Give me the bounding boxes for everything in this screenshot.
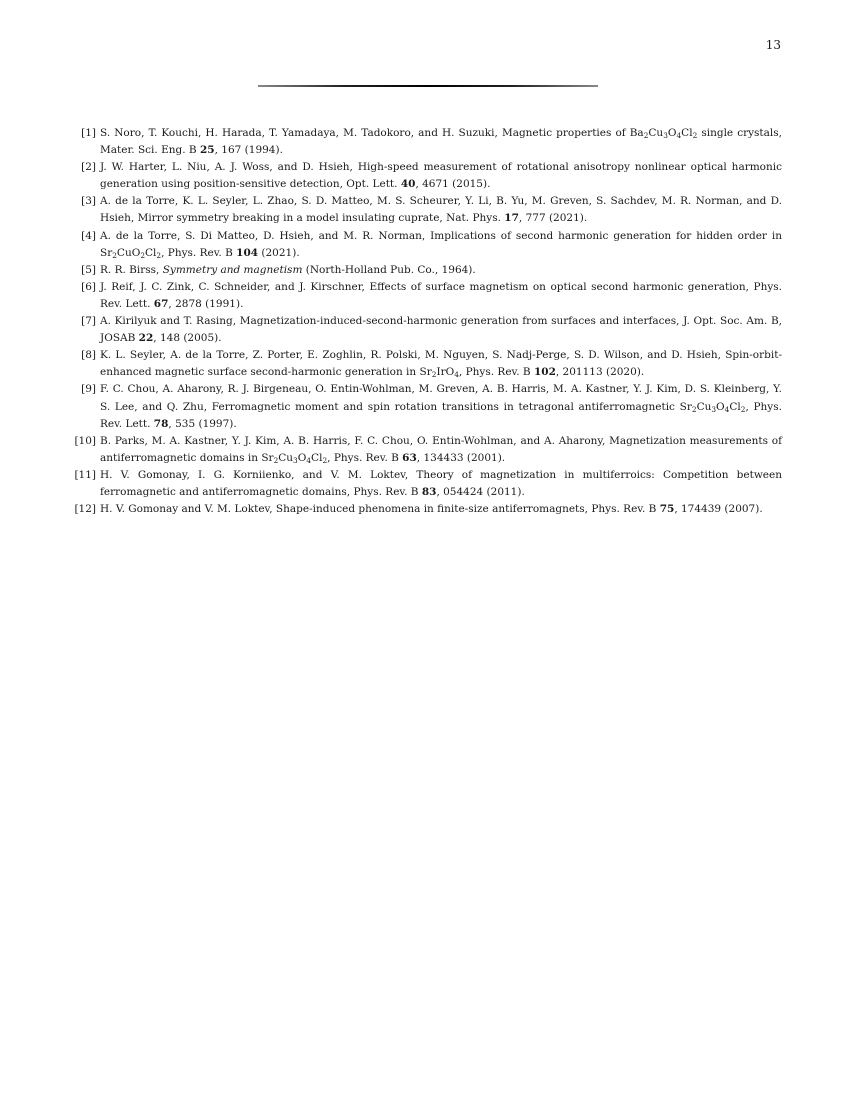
formula-subscript: 2 [643,131,649,141]
reference-number: [10] [74,434,96,447]
reference-pages-year: , 2878 (1991). [168,297,244,310]
reference-number: [8] [81,349,96,362]
reference-text [100,313,782,347]
reference-number: [11] [74,468,96,481]
reference-journal: Phys. Rev. B [353,485,422,498]
reference-volume: 67 [153,297,169,310]
reference-text [100,467,782,501]
reference-authors: J. Reif, J. C. Zink, C. Schneider, and J. Kirschner, [100,280,370,293]
reference-pages-year: , 174439 (2007). [674,503,763,516]
chemical-formula: $Sr_2CuO_2Cl_2$ [100,246,162,260]
reference-number: [7] [81,315,96,328]
reference-number: [3] [81,195,96,208]
chemical-formula: $Sr_2Cu_3O_4Cl_2$ [679,400,746,414]
reference-title: High-speed measurement of rotational anisotropy nonlinear optical harmonic generation using position-sensitive detection, [100,161,782,191]
reference-pages-year: (North-Holland Pub. Co., 1964). [302,263,476,276]
reference-volume: 22 [138,332,154,345]
reference-volume: 17 [504,212,519,225]
reference-journal: Mater. Sci. Eng. B [100,144,200,157]
reference-volume: 40 [400,178,416,191]
reference-volume: 102 [533,366,556,379]
chemical-formula: $Ba_2Cu_3O_4Cl_2$ [629,127,698,141]
reference-volume: 25 [199,144,215,157]
reference-item [70,501,782,518]
reference-title: Theory of magnetization in multiferroics: Competition between ferromagnetic and antiferromagnetic domains, [100,468,782,498]
formula-subscript: 3 [711,404,717,414]
formula-subscript: 2 [112,250,117,260]
reference-text [100,262,782,279]
reference-pages-year: , 201113 (2020). [555,366,645,379]
reference-title-end: , [745,400,754,413]
reference-title: Spin-orbit-enhanced magnetic surface second-harmonic generation in [100,349,782,379]
formula-subscript: 3 [293,455,298,465]
reference-pages-year: , 148 (2005). [153,332,222,345]
reference-text [100,501,782,518]
reference-volume: 63 [402,451,417,464]
reference-title: Implications of second harmonic generation for hidden order in [430,229,782,242]
reference-item [70,433,782,467]
reference-text [100,193,782,227]
reference-authors: A. de la Torre, K. L. Seyler, L. Zhao, S. D. Matteo, M. S. Scheurer, Y. Li, B. Yu, M. Greven, S. Sachdev, M. R. Norman, and D. Hsieh, [100,195,782,225]
reference-number: [12] [74,503,96,516]
reference-title: Ferromagnetic moment and spin rotation transitions in tetragonal antiferromagnetic [211,400,680,413]
formula-subscript: 2 [273,455,279,465]
reference-authors: B. Parks, M. A. Kastner, Y. J. Kim, A. B. Harris, F. C. Chou, O. Entin-Wohlman, and A. Aharony, [100,434,610,447]
formula-subscript: 2 [431,370,437,380]
reference-item [70,125,782,159]
reference-journal: Phys. Rev. B [465,366,534,379]
reference-number: [1] [81,127,96,139]
reference-journal: Opt. Lett. [346,178,401,191]
reference-journal: Phys. Rev. B [591,503,660,516]
reference-pages-year: (2021). [258,246,300,259]
reference-item [70,467,782,501]
reference-item [70,347,782,381]
reference-pages-year: , 134433 (2001). [416,451,506,464]
reference-title-end: , [458,366,466,379]
reference-title-end: , [161,246,168,259]
formula-subscript: 2 [156,250,162,260]
reference-text [100,125,782,159]
reference-text [100,381,782,432]
reference-title: Symmetry and magnetism [162,263,303,276]
reference-authors: K. L. Seyler, A. de la Torre, Z. Porter, E. Zoghlin, R. Polski, M. Nguyen, S. Nadj-Perge, S. D. Wilson, and D. Hsieh, [100,349,726,362]
reference-item [70,313,782,347]
reference-title-end: , [327,451,334,464]
reference-volume: 104 [236,246,259,259]
formula-subscript: 4 [306,455,312,465]
reference-volume: 75 [659,503,675,516]
reference-pages-year: , 4671 (2015). [415,178,491,191]
formula-subscript: 2 [692,131,698,141]
reference-text [100,159,782,193]
formula-subscript: 2 [140,250,145,260]
reference-text [100,279,782,313]
reference-authors: S. Noro, T. Kouchi, H. Harada, T. Yamadaya, M. Tadokoro, and H. Suzuki, [100,127,502,139]
reference-authors: H. V. Gomonay and V. M. Loktev, [100,503,276,516]
reference-journal: Phys. Rev. Lett. [100,400,782,430]
reference-journal: J. Opt. Soc. Am. B, JOSAB [100,315,783,345]
reference-text [100,347,782,381]
reference-item [70,193,782,227]
reference-journal: Phys. Rev. B [333,451,403,464]
reference-number: [9] [81,383,96,396]
reference-item [70,262,782,279]
reference-authors: A. Kirilyuk and T. Rasing, [100,315,240,328]
reference-pages-year: , 777 (2021). [518,212,588,225]
reference-authors: A. de la Torre, S. Di Matteo, D. Hsieh, and M. R. Norman, [100,229,431,242]
reference-item [70,228,782,262]
reference-number: [2] [81,161,96,174]
reference-journal: Phys. Rev. B [167,246,237,259]
reference-journal: Phys. Rev. Lett. [100,280,783,310]
reference-authors: R. R. Birss, [100,263,163,276]
formula-subscript: 3 [663,131,668,141]
chemical-formula: $Sr_2Cu_3O_4Cl_2$ [261,451,328,465]
reference-pages-year: , 535 (1997). [168,417,237,430]
chemical-formula: $Sr_2IrO_4$ [419,366,459,380]
formula-subscript: 2 [322,455,328,465]
reference-text [100,228,782,262]
reference-number: [6] [81,280,96,293]
formula-subscript: 2 [740,404,746,414]
reference-journal: Nat. Phys. [446,212,505,225]
reference-title: Magnetization measurements of antiferromagnetic domains in [100,434,782,464]
reference-authors: F. C. Chou, A. Aharony, R. J. Birgeneau, O. Entin-Wohlman, M. Greven, A. B. Harris, M. A. Kastner, Y. J. Kim, D. S. Kleinberg, Y. S. Lee, and Q. Zhu, [100,383,782,413]
reference-title: Shape-induced phenomena in finite-size antiferromagnets, [275,503,592,516]
reference-volume: 83 [421,485,437,498]
reference-text [100,433,782,467]
reference-pages-year: , 054424 (2011). [436,485,525,498]
separator-rule [258,85,598,87]
formula-subscript: 4 [454,370,459,380]
reference-title: Effects of surface magnetism on optical second harmonic generation, [369,280,754,293]
reference-authors: H. V. Gomonay, I. G. Korniienko, and V. M. Loktev, [100,468,417,481]
formula-subscript: 4 [724,404,730,414]
reference-title-end: single crystals, [697,127,782,139]
reference-title: Magnetic properties of [501,127,630,139]
reference-list [70,125,782,518]
page-number: 13 [765,38,781,52]
formula-subscript: 2 [691,404,697,414]
reference-number: [5] [81,263,96,276]
formula-subscript: 4 [676,131,682,141]
reference-item [70,279,782,313]
reference-volume: 78 [153,417,169,430]
reference-authors: J. W. Harter, L. Niu, A. J. Woss, and D. Hsieh, [100,161,358,174]
reference-title: Magnetization-induced-second-harmonic generation from surfaces and interfaces, [239,315,684,328]
reference-item [70,381,782,432]
reference-item [70,159,782,193]
reference-title: Mirror symmetry breaking in a model insulating cuprate, [137,212,447,225]
reference-pages-year: , 167 (1994). [214,144,283,157]
reference-number: [4] [81,229,96,242]
